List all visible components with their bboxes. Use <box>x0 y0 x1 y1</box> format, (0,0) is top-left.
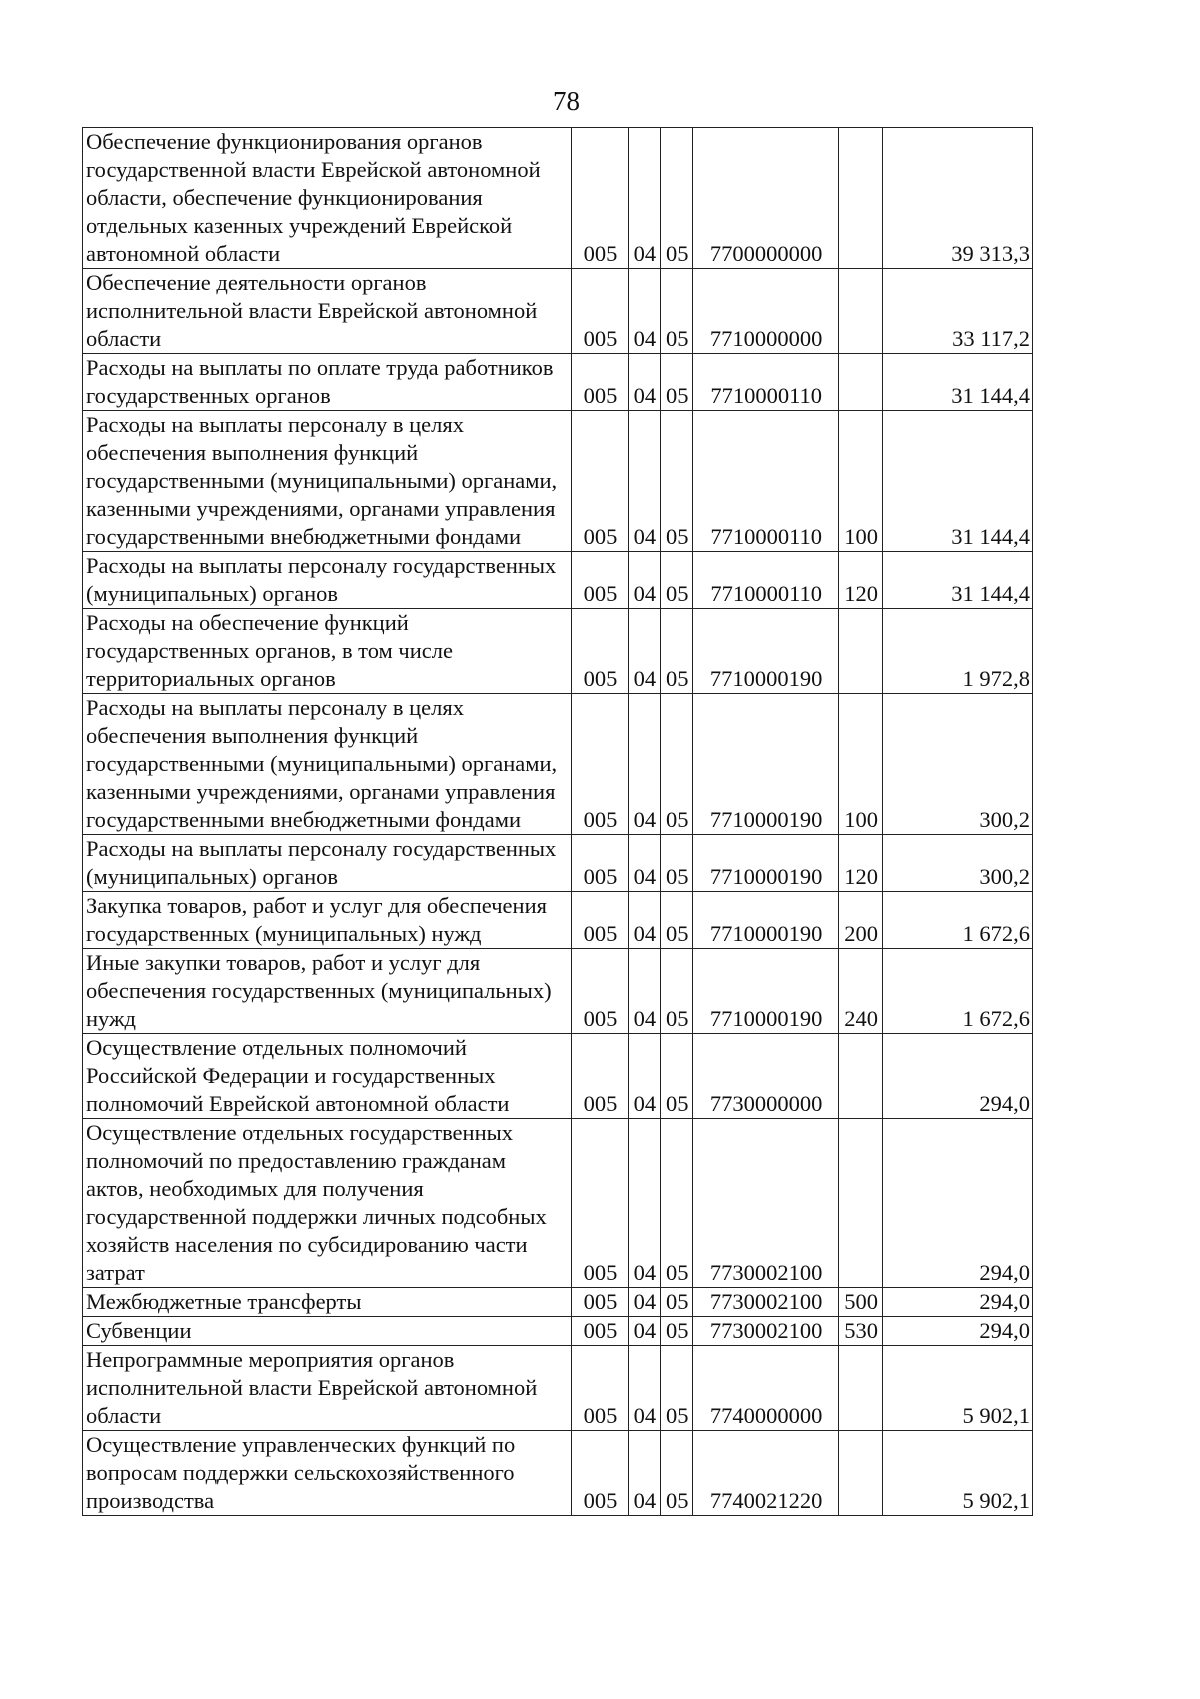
row-target-article-cell: 7740000000 <box>693 1346 839 1431</box>
row-subsection-cell: 05 <box>661 1431 693 1516</box>
table-row <box>83 694 1033 835</box>
row-grbs-cell: 005 <box>572 1346 629 1431</box>
row-grbs-cell: 005 <box>572 269 629 354</box>
row-sum-cell: 31 144,4 <box>883 411 1033 552</box>
row-name-cell: Непрограммные мероприятия органов исполнительной власти Еврейской автономной области <box>83 1346 572 1431</box>
row-name-cell: Закупка товаров, работ и услуг для обеспечения государственных (муниципальных) нужд <box>83 892 572 949</box>
row-subsection-cell: 05 <box>661 835 693 892</box>
row-expense-type-cell <box>838 609 882 694</box>
row-subsection-cell: 05 <box>661 354 693 411</box>
row-target-article-cell: 7710000000 <box>693 269 839 354</box>
row-expense-type-cell <box>838 128 882 269</box>
row-target-article-cell: 7740021220 <box>693 1431 839 1516</box>
row-expense-type-cell: 500 <box>838 1288 882 1317</box>
budget-table-body <box>83 128 1033 1516</box>
table-row <box>83 609 1033 694</box>
table-row <box>83 892 1033 949</box>
table-row <box>83 269 1033 354</box>
row-sum-cell: 294,0 <box>883 1288 1033 1317</box>
row-sum-cell: 294,0 <box>883 1034 1033 1119</box>
row-section-cell: 04 <box>628 609 660 694</box>
row-section-cell: 04 <box>628 1034 660 1119</box>
row-sum-cell: 33 117,2 <box>883 269 1033 354</box>
table-row <box>83 552 1033 609</box>
row-subsection-cell: 05 <box>661 609 693 694</box>
table-row <box>83 1034 1033 1119</box>
row-subsection-cell: 05 <box>661 892 693 949</box>
row-grbs-cell: 005 <box>572 411 629 552</box>
row-section-cell: 04 <box>628 1317 660 1346</box>
row-section-cell: 04 <box>628 1431 660 1516</box>
row-section-cell: 04 <box>628 354 660 411</box>
row-subsection-cell: 05 <box>661 1346 693 1431</box>
row-subsection-cell: 05 <box>661 1034 693 1119</box>
row-sum-cell: 1 672,6 <box>883 892 1033 949</box>
row-target-article-cell: 7710000110 <box>693 354 839 411</box>
row-target-article-cell: 7710000190 <box>693 694 839 835</box>
table-row <box>83 1119 1033 1288</box>
row-name-cell: Осуществление отдельных полномочий Российской Федерации и государственных полномочий Еврейской автономной области <box>83 1034 572 1119</box>
row-name-cell: Расходы на выплаты персоналу в целях обеспечения выполнения функций государственными (муниципальными) органами, казенными учреждениями, органами управления государственными внебюджетными фондами <box>83 411 572 552</box>
row-section-cell: 04 <box>628 552 660 609</box>
row-subsection-cell: 05 <box>661 411 693 552</box>
row-expense-type-cell: 120 <box>838 552 882 609</box>
row-subsection-cell: 05 <box>661 1119 693 1288</box>
row-target-article-cell: 7730002100 <box>693 1288 839 1317</box>
row-grbs-cell: 005 <box>572 835 629 892</box>
row-section-cell: 04 <box>628 835 660 892</box>
row-target-article-cell: 7710000190 <box>693 609 839 694</box>
row-target-article-cell: 7710000190 <box>693 835 839 892</box>
row-expense-type-cell: 200 <box>838 892 882 949</box>
budget-table <box>82 127 1033 1516</box>
row-name-cell: Расходы на выплаты персоналу в целях обеспечения выполнения функций государственными (муниципальными) органами, казенными учреждениями, органами управления государственными внебюджетными фондами <box>83 694 572 835</box>
row-grbs-cell: 005 <box>572 1288 629 1317</box>
row-sum-cell: 39 313,3 <box>883 128 1033 269</box>
row-subsection-cell: 05 <box>661 128 693 269</box>
row-sum-cell: 300,2 <box>883 835 1033 892</box>
row-sum-cell: 1 972,8 <box>883 609 1033 694</box>
row-subsection-cell: 05 <box>661 1317 693 1346</box>
row-name-cell: Субвенции <box>83 1317 572 1346</box>
row-grbs-cell: 005 <box>572 1431 629 1516</box>
row-name-cell: Межбюджетные трансферты <box>83 1288 572 1317</box>
row-subsection-cell: 05 <box>661 1288 693 1317</box>
row-grbs-cell: 005 <box>572 354 629 411</box>
row-grbs-cell: 005 <box>572 552 629 609</box>
row-name-cell: Обеспечение деятельности органов исполнительной власти Еврейской автономной области <box>83 269 572 354</box>
row-target-article-cell: 7730000000 <box>693 1034 839 1119</box>
row-expense-type-cell <box>838 269 882 354</box>
row-grbs-cell: 005 <box>572 128 629 269</box>
row-expense-type-cell: 240 <box>838 949 882 1034</box>
row-sum-cell: 5 902,1 <box>883 1431 1033 1516</box>
row-section-cell: 04 <box>628 892 660 949</box>
row-grbs-cell: 005 <box>572 1317 629 1346</box>
row-name-cell: Расходы на обеспечение функций государственных органов, в том числе территориальных органов <box>83 609 572 694</box>
row-name-cell: Расходы на выплаты по оплате труда работников государственных органов <box>83 354 572 411</box>
row-sum-cell: 294,0 <box>883 1317 1033 1346</box>
row-sum-cell: 31 144,4 <box>883 354 1033 411</box>
row-section-cell: 04 <box>628 949 660 1034</box>
row-section-cell: 04 <box>628 1119 660 1288</box>
row-sum-cell: 31 144,4 <box>883 552 1033 609</box>
row-name-cell: Осуществление отдельных государственных полномочий по предоставлению гражданам актов, необходимых для получения государственной поддержки личных подсобных хозяйств населения по субсидированию части затрат <box>83 1119 572 1288</box>
row-section-cell: 04 <box>628 694 660 835</box>
table-row <box>83 128 1033 269</box>
row-grbs-cell: 005 <box>572 949 629 1034</box>
row-expense-type-cell: 100 <box>838 411 882 552</box>
row-name-cell: Иные закупки товаров, работ и услуг для обеспечения государственных (муниципальных) нужд <box>83 949 572 1034</box>
row-expense-type-cell <box>838 1119 882 1288</box>
row-sum-cell: 300,2 <box>883 694 1033 835</box>
table-row <box>83 1317 1033 1346</box>
row-section-cell: 04 <box>628 411 660 552</box>
row-target-article-cell: 7730002100 <box>693 1119 839 1288</box>
row-target-article-cell: 7710000110 <box>693 411 839 552</box>
row-section-cell: 04 <box>628 269 660 354</box>
table-row <box>83 411 1033 552</box>
row-grbs-cell: 005 <box>572 1119 629 1288</box>
row-section-cell: 04 <box>628 128 660 269</box>
row-target-article-cell: 7710000110 <box>693 552 839 609</box>
row-expense-type-cell <box>838 354 882 411</box>
table-row <box>83 1431 1033 1516</box>
row-sum-cell: 294,0 <box>883 1119 1033 1288</box>
table-row <box>83 354 1033 411</box>
row-sum-cell: 5 902,1 <box>883 1346 1033 1431</box>
row-target-article-cell: 7710000190 <box>693 949 839 1034</box>
row-section-cell: 04 <box>628 1288 660 1317</box>
row-subsection-cell: 05 <box>661 552 693 609</box>
row-target-article-cell: 7710000190 <box>693 892 839 949</box>
row-expense-type-cell: 100 <box>838 694 882 835</box>
row-expense-type-cell: 530 <box>838 1317 882 1346</box>
row-name-cell: Расходы на выплаты персоналу государственных (муниципальных) органов <box>83 835 572 892</box>
row-grbs-cell: 005 <box>572 1034 629 1119</box>
row-grbs-cell: 005 <box>572 609 629 694</box>
page-number: 78 <box>553 86 580 116</box>
row-grbs-cell: 005 <box>572 892 629 949</box>
table-row <box>83 1346 1033 1431</box>
row-name-cell: Расходы на выплаты персоналу государственных (муниципальных) органов <box>83 552 572 609</box>
row-subsection-cell: 05 <box>661 269 693 354</box>
row-expense-type-cell <box>838 1431 882 1516</box>
row-expense-type-cell <box>838 1034 882 1119</box>
row-target-article-cell: 7700000000 <box>693 128 839 269</box>
row-sum-cell: 1 672,6 <box>883 949 1033 1034</box>
table-row <box>83 1288 1033 1317</box>
row-name-cell: Обеспечение функционирования органов государственной власти Еврейской автономной области, обеспечение функционирования отдельных казенных учреждений Еврейской автономной области <box>83 128 572 269</box>
row-name-cell: Осуществление управленческих функций по вопросам поддержки сельскохозяйственного производства <box>83 1431 572 1516</box>
row-subsection-cell: 05 <box>661 949 693 1034</box>
row-grbs-cell: 005 <box>572 694 629 835</box>
row-expense-type-cell: 120 <box>838 835 882 892</box>
row-expense-type-cell <box>838 1346 882 1431</box>
row-target-article-cell: 7730002100 <box>693 1317 839 1346</box>
table-row <box>83 949 1033 1034</box>
row-subsection-cell: 05 <box>661 694 693 835</box>
row-section-cell: 04 <box>628 1346 660 1431</box>
table-row <box>83 835 1033 892</box>
